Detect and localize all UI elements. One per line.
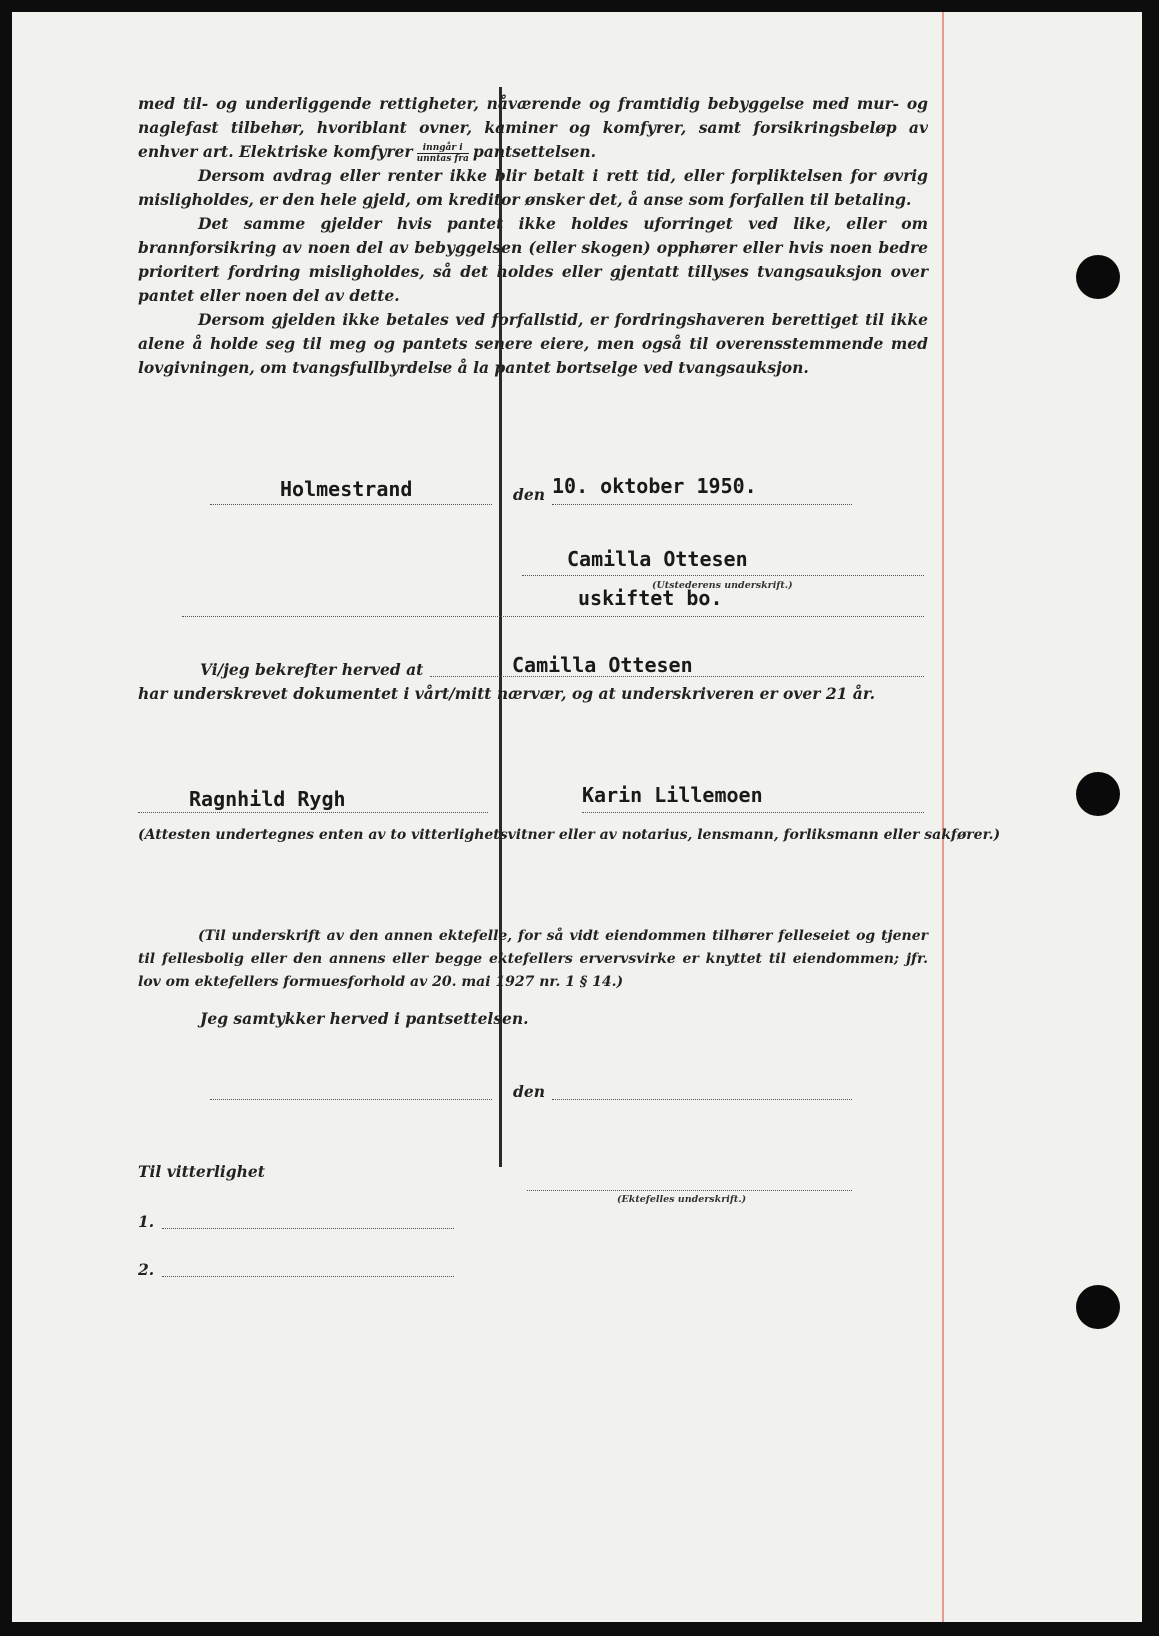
paragraph-default: Dersom avdrag eller renter ikke blir betalt i rett tid, eller forpliktelsen for øvrig misligholdes, er den hele gjeld, om kreditor ønsker det, å anse som forfallen til betaling.: [138, 166, 928, 209]
witness-left-line: [138, 812, 488, 813]
witness-note: (Attesten undertegnes enten av to vitterlighetsvitner eller av notarius, lensmann, forliksmann eller sakfører.): [138, 827, 1001, 843]
witness-right-signature: Karin Lillemoen: [582, 783, 763, 807]
document-page: [12, 12, 1142, 1622]
punch-hole: [1076, 255, 1120, 299]
punch-hole: [1076, 772, 1120, 816]
consent-text: Jeg samtykker herved i pantsettelsen.: [200, 1009, 529, 1028]
spouse-date-line: [552, 1099, 852, 1100]
attestation-item-1: 1.: [138, 1212, 155, 1231]
fraction-choice: [417, 143, 469, 164]
confirmation-prefix: Vi/jeg bekrefter herved at: [200, 660, 424, 679]
attestation-line-1: [162, 1228, 454, 1229]
issuer-caption: (Utstederens underskrift.): [652, 580, 793, 591]
attestation-title: Til vitterlighet: [138, 1162, 265, 1181]
paragraph-rights-text: med til- og underliggende rettigheter, nåværende og framtidig bebyggelse med mur- og naglefast tilbehør, hvoriblant ovner, kaminer og komfyrer, samt forsikringsbeløp av enhver art. Elektriske komfyrer: [138, 94, 928, 161]
fraction-top: inngår i: [417, 143, 469, 154]
issuer-signature: Camilla Ottesen: [567, 547, 748, 571]
den-label: den: [513, 485, 545, 504]
spouse-note: (Til underskrift av den annen ektefelle, for så vidt eiendommen tilhører felleseiet og tjener til fellesbolig eller den annens eller begge ektefellers ervervsvirke er knyttet til eiendommen; jfr. lov om ektefellers formuesforhold av 20. mai 1927 nr. 1 § 14.): [138, 928, 928, 990]
attestation-line-2: [162, 1276, 454, 1277]
paragraph-rights: [138, 92, 928, 164]
confirmation-name: Camilla Ottesen: [512, 653, 693, 677]
spouse-den-label: den: [513, 1082, 545, 1101]
paragraph-rights-end: pantsettelsen.: [472, 142, 597, 161]
place-line: [210, 504, 492, 505]
spouse-caption: (Ektefelles underskrift.): [617, 1194, 747, 1205]
date-line: [552, 504, 852, 505]
estate-note: uskiftet bo.: [578, 586, 723, 610]
issuer-signature-line: [522, 575, 924, 576]
witness-right-line: [582, 812, 924, 813]
confirmation-text: har underskrevet dokumentet i vårt/mitt nærvær, og at underskriveren er over 21 år.: [138, 684, 875, 703]
paragraph-enforcement: Dersom gjelden ikke betales ved forfallstid, er fordringshaveren berettiget til ikke alene å holde seg til meg og pantets senere eiere, men også til overensstemmende med lovgivningen, om tvangsfullbyrdelse å la pantet bortselge ved tvangsauksjon.: [138, 310, 928, 377]
margin-line: [942, 12, 944, 1622]
signing-date: 10. oktober 1950.: [552, 474, 757, 498]
paragraph-maintenance: Det samme gjelder hvis pantet ikke holdes uforringet ved like, eller om brannforsikring av noen del av bebyggelsen (eller skogen) opphører eller hvis noen bedre prioritert fordring misligholdes, så det holdes eller gjentatt tillyses tvangsauksjon over pantet eller noen del av dette.: [138, 214, 928, 305]
spouse-signature-line: [527, 1190, 852, 1191]
spouse-place-line: [210, 1099, 492, 1100]
punch-hole: [1076, 1285, 1120, 1329]
place-name: Holmestrand: [280, 477, 413, 501]
witness-left-signature: Ragnhild Rygh: [189, 787, 346, 811]
fraction-bottom: unntas fra: [416, 153, 469, 164]
blank-line: [182, 616, 924, 617]
attestation-item-2: 2.: [138, 1260, 155, 1279]
